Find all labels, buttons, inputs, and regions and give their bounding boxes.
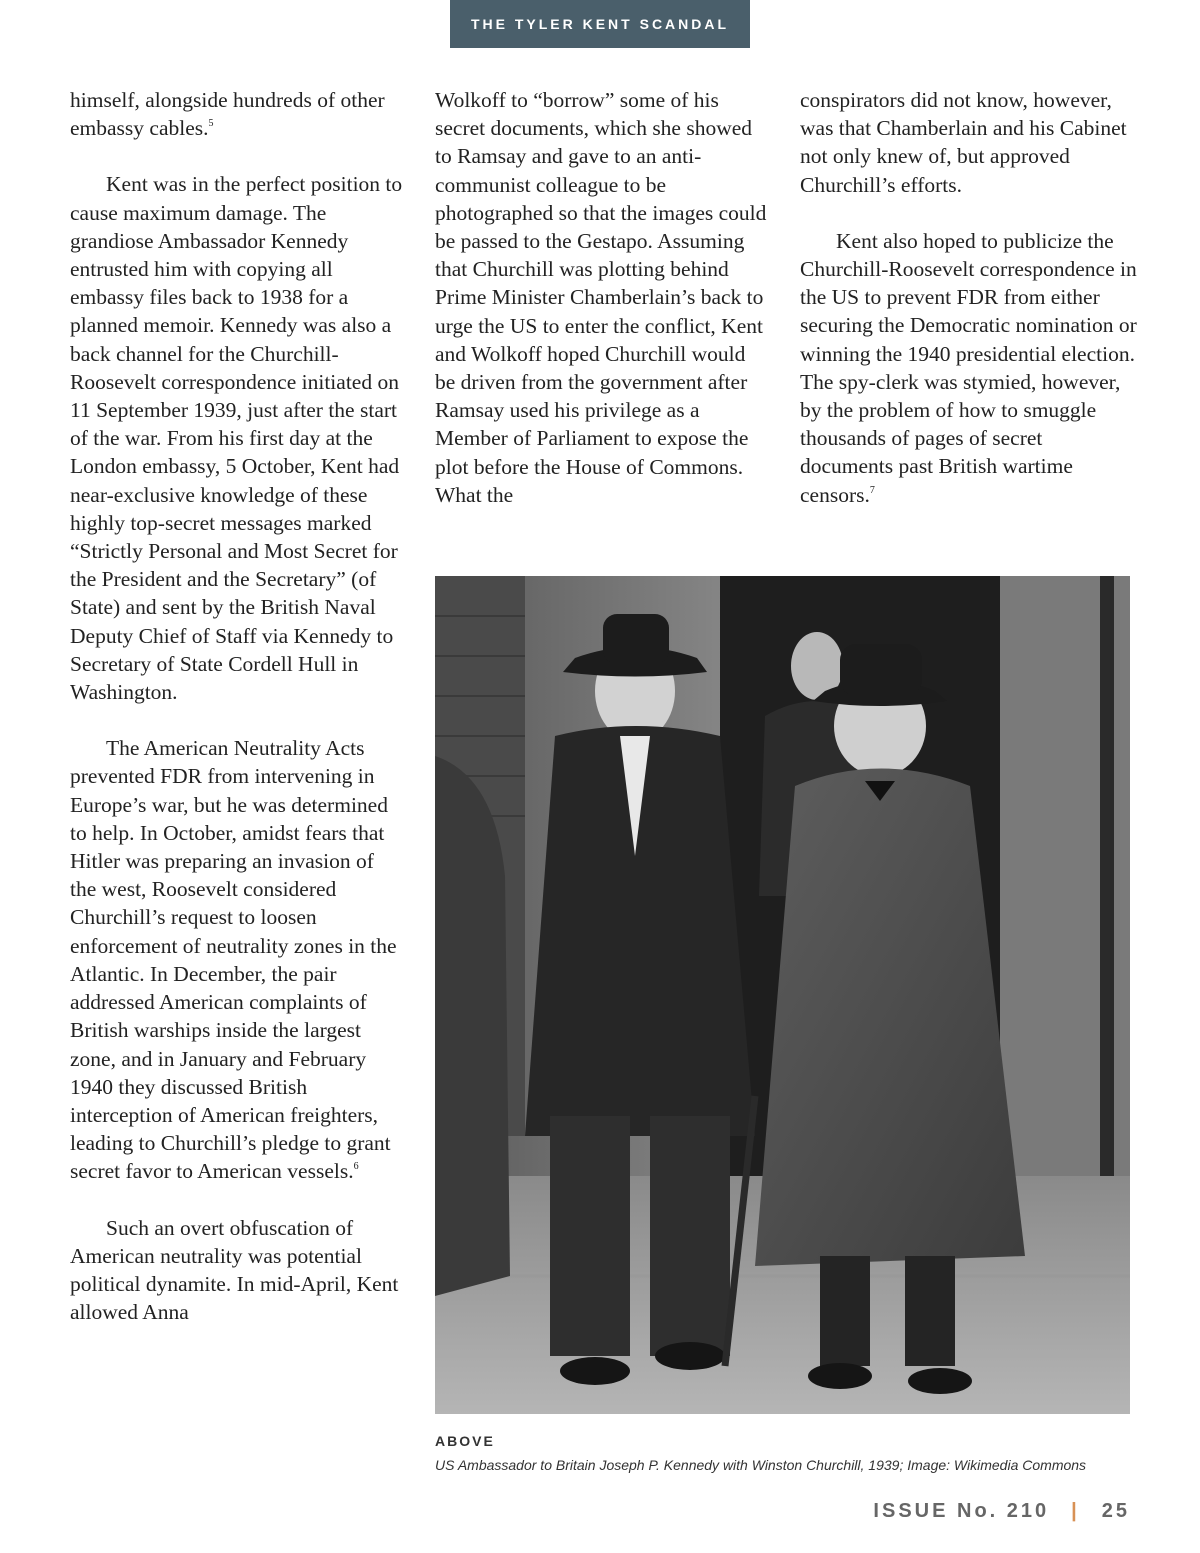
paragraph: conspirators did not know, however, was that Chamberlain and his Cabinet not only knew of, but approved Churchill’s efforts. <box>800 88 1127 197</box>
article-column-1 <box>70 86 405 1326</box>
paragraph: The American Neutrality Acts prevented FDR from intervening in Europe’s war, but he was determined to help. In October, amidst fears that Hitler was preparing an invasion of the west, Roosevelt considered Churchill’s request to loosen enforcement of neutrality zones in the Atlantic. In December, the pair addressed American complaints of British warships inside the largest zone, and in January and February 1940 they discussed British interception of American freighters, leading to Churchill’s pledge to grant secret favor to American vessels.$^6$ <box>70 736 397 1184</box>
paragraph: Wolkoff to “borrow” some of his secret documents, which she showed to Ramsay and gave to an anti-communist colleague to be photographed so that the images could be passed to the Gestapo. Assuming that Churchill was plotting behind Prime Minister Chamberlain’s back to urge the US to enter the conflict, Kent and Wolkoff hoped Churchill would be driven from the government after Ramsay used his privilege as a Member of Parliament to expose the plot before the House of Commons. What the <box>435 88 767 507</box>
paragraph: Kent also hoped to publicize the Churchill-Roosevelt correspondence in the US to prevent FDR from either securing the Democratic nomination or winning the 1940 presidential election. The spy-clerk was stymied, however, by the problem of how to smuggle thousands of pages of secret documents past British wartime censors.$^7$ <box>800 228 1137 507</box>
footer-separator: | <box>1071 1500 1080 1522</box>
page-number: 25 <box>1101 1500 1130 1522</box>
paragraph: Such an overt obfuscation of American neutrality was potential political dynamite. In mid-April, Kent allowed Anna <box>70 1215 399 1325</box>
paragraph: himself, alongside hundreds of other embassy cables.$^5$ <box>70 88 385 141</box>
page-footer <box>873 1500 1130 1523</box>
paragraph: Kent was in the perfect position to cause maximum damage. The grandiose Ambassador Kennedy entrusted him with copying all embassy files back to 1938 for a planned memoir. Kennedy was also a back channel for the Churchill-Roosevelt correspondence initiated on 11 September 1939, just after the start of the war. From his first day at the London embassy, 5 October, Kent had near-exclusive knowledge of these highly top-secret messages marked “Strictly Personal and Most Secret for the President and the Secretary” (of State) and sent by the British Naval Deputy Chief of Staff via Kennedy to Secretary of State Cordell Hull in Washington. <box>70 172 403 705</box>
article-column-3 <box>800 86 1140 509</box>
caption-label: ABOVE <box>435 1433 495 1449</box>
section-title: THE TYLER KENT SCANDAL <box>470 16 730 32</box>
footnote-ref[interactable]: 6 <box>353 1161 359 1173</box>
issue-number: ISSUE No. 210 <box>873 1500 1050 1522</box>
historical-photo <box>435 576 1130 1414</box>
section-header-tab <box>450 0 750 48</box>
article-column-2 <box>435 86 770 509</box>
footnote-ref[interactable]: 7 <box>869 484 875 496</box>
footnote-ref[interactable]: 5 <box>208 118 214 130</box>
caption-text: US Ambassador to Britain Joseph P. Kennedy with Winston Churchill, 1939; Image: Wikimedia Commons <box>435 1457 1087 1473</box>
